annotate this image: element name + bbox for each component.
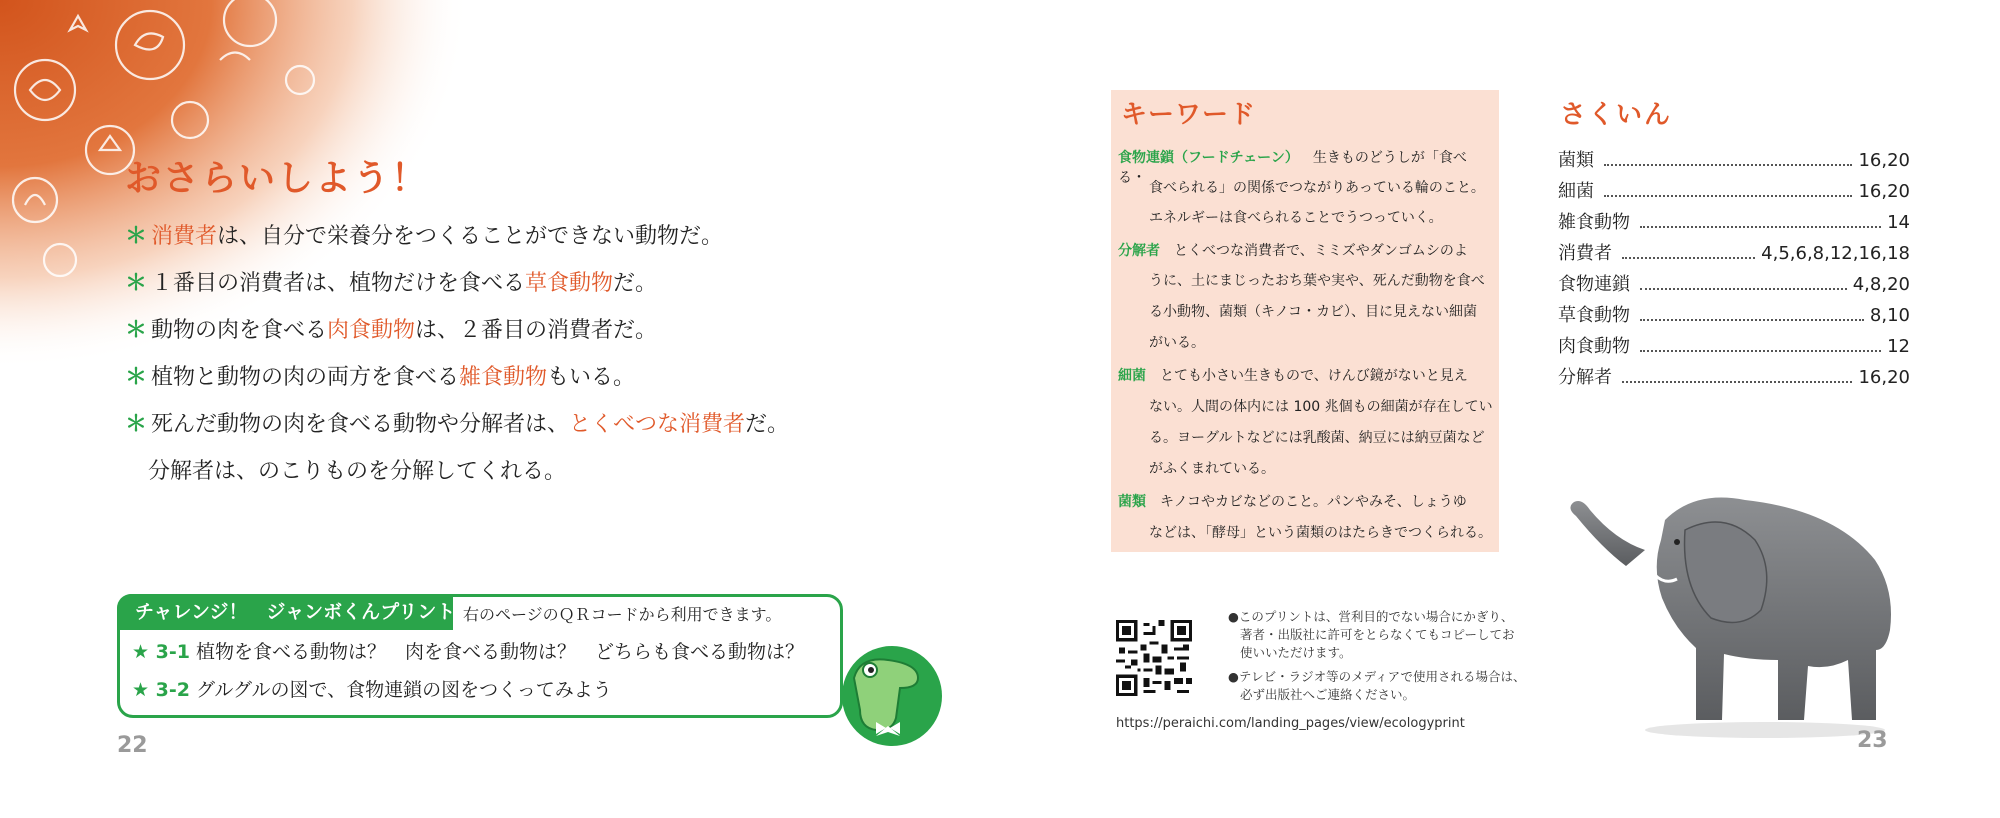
index-entry [1558,177,1910,203]
index-entry [1558,146,1910,172]
index-pages: 16,20 [1858,367,1910,388]
keyword-line: うに、土にまじったおち葉や実や、死んだ動物を食べ [1149,273,1485,289]
review-text: 分解者は、のこりものを分解してくれる。 [148,459,567,484]
review-line [125,269,657,299]
index-pages: 16,20 [1858,150,1910,171]
print-url-link[interactable]: https://peraichi.com/landing_pages/view/ecologyprint [1116,716,1465,731]
index-entry [1558,363,1910,389]
review-line [148,457,566,487]
bullet-star-icon: ＊ [125,224,148,249]
elephant-photo-icon [1535,480,1915,740]
keyword-line: エネルギーは食べられることでうつっていく。 [1149,210,1443,226]
keyword-term: 分解者 [1118,243,1160,259]
index-term: 食物連鎖 [1558,274,1630,295]
challenge-item-number: ★ 3-2 [132,679,190,701]
leader-dots [1640,350,1881,352]
index-entry [1558,239,1910,265]
highlight-term: 雑食動物 [459,365,548,390]
highlight-term: とくべつな消費者 [569,412,746,437]
index-pages: 12 [1887,336,1910,357]
bullet-star-icon: ＊ [125,318,148,343]
review-text: 死んだ動物の肉を食べる動物や分解者は、 [151,412,570,437]
challenge-header: チャレンジ！ ジャンボくんプリント [117,594,453,630]
keyword-line: る。ヨーグルトなどには乳酸菌、納豆には納豆菌など [1149,430,1485,446]
highlight-term: 肉食動物 [327,318,416,343]
leader-dots [1604,195,1852,197]
review-text: 動物の肉を食べる [151,318,328,343]
challenge-item-number: ★ 3-1 [132,641,190,663]
leader-dots [1604,164,1852,166]
highlight-term: 消費者 [151,224,218,249]
page-number-right: 23 [1857,728,1888,753]
keyword-text: とても小さい生きもので、けんび鏡がないと見え [1160,368,1468,384]
index-entry [1558,332,1910,358]
index-term: 雑食動物 [1558,212,1630,233]
page-number-left: 22 [117,733,148,758]
review-text: 植物と動物の肉の両方を食べる [151,365,460,390]
leader-dots [1640,226,1881,228]
keyword-term: 菌類 [1118,494,1146,510]
review-text: は、２番目の消費者だ。 [415,318,658,343]
index-pages: 16,20 [1858,181,1910,202]
review-text: だ。 [613,271,658,296]
keyword-line: ない。人間の体内には 100 兆個もの細菌が存在してい [1149,399,1493,415]
note-line: 使いいただけます。 [1240,645,1352,660]
challenge-item-text: 植物を食べる動物は？ 肉を食べる動物は？ どちらも食べる動物は？ [195,641,804,663]
challenge-item [132,675,612,702]
review-text: は、自分で栄養分をつくることができない動物だ。 [217,224,724,249]
index-pages: 8,10 [1869,305,1910,326]
review-line [125,222,723,252]
keyword-title: キーワード [1121,100,1257,130]
keyword-term: 細菌 [1118,368,1146,384]
bullet-star-icon: ＊ [125,365,148,390]
index-term: 菌類 [1558,150,1594,171]
keyword-line: がふくまれている。 [1149,461,1275,477]
leader-dots [1622,257,1755,259]
note-line: 必ず出版社へご連絡ください。 [1240,687,1416,702]
keyword-line [1118,366,1494,386]
bullet-star-icon: ＊ [125,271,148,296]
review-line [125,410,789,440]
qr-code-icon[interactable] [1116,620,1192,696]
index-term: 細菌 [1558,181,1594,202]
keyword-line [1118,492,1494,512]
mascot-crocodile-icon [832,638,944,748]
highlight-term: 草食動物 [525,271,614,296]
keyword-line [1118,241,1494,261]
keyword-line: などは、「酵母」という菌類のはたらきでつくられる。 [1149,525,1492,541]
challenge-note: 右のページのＱＲコードから利用できます。 [463,605,782,624]
review-text: もいる。 [547,365,636,390]
keyword-line: がいる。 [1149,335,1205,351]
note-line: ●テレビ・ラジオ等のメディアで使用される場合は、 [1228,669,1526,684]
review-line [125,316,657,346]
review-text: だ。 [745,412,790,437]
index-pages: 4,5,6,8,12,16,18 [1761,243,1910,264]
leader-dots [1640,319,1864,321]
challenge-item-text: グルグルの図で、食物連鎖の図をつくってみよう [195,679,612,701]
note-line: 著者・出版社に許可をとらなくてもコピーしてお [1240,627,1515,642]
index-term: 分解者 [1558,367,1612,388]
keyword-text: キノコやカビなどのこと。パンやみそ、しょうゆ [1160,494,1467,510]
bullet-star-icon: ＊ [125,412,148,437]
index-pages: 4,8,20 [1852,274,1910,295]
review-title: おさらいしよう！ [125,158,430,199]
challenge-item [132,637,804,664]
index-entry [1558,270,1910,296]
index-term: 肉食動物 [1558,336,1630,357]
keyword-term: 食物連鎖（フードチェーン） [1118,150,1299,166]
keyword-text: とくべつな消費者で、ミミズやダンゴムシのよ [1174,243,1468,259]
review-line [125,363,635,393]
index-entry [1558,301,1910,327]
index-title: さくいん [1560,100,1673,130]
review-text: １番目の消費者は、植物だけを食べる [151,271,526,296]
keyword-line: 食べられる」の関係でつながりあっている輪のこと。 [1149,180,1485,196]
index-entry [1558,208,1910,234]
leader-dots [1622,381,1852,383]
keyword-text: 生きものどうしが「食べる・ [1118,150,1467,186]
index-pages: 14 [1887,212,1910,233]
index-term: 草食動物 [1558,305,1630,326]
leader-dots [1640,288,1847,290]
keyword-line: る小動物、菌類（キノコ・カビ）、目に見えない細菌 [1149,304,1478,320]
note-line: ●このプリントは、営利目的でない場合にかぎり、 [1228,609,1514,624]
index-term: 消費者 [1558,243,1612,264]
